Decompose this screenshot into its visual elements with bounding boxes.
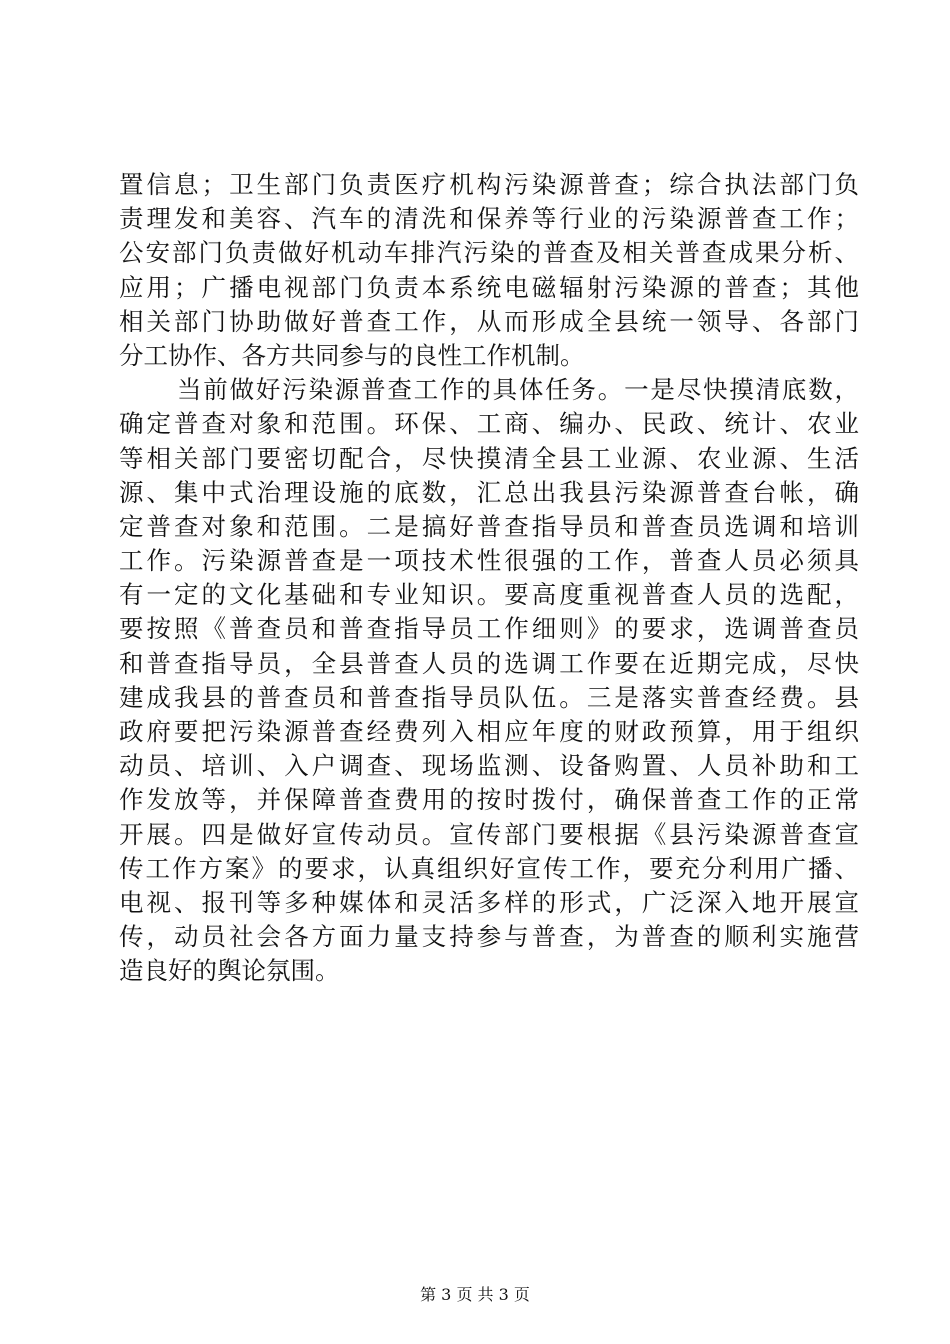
- text-line: 和普查指导员，全县普查人员的选调工作要在近期完成，尽快: [119, 648, 859, 678]
- text-line: 动员、培训、入户调查、现场监测、设备购置、人员补助和工: [119, 751, 859, 781]
- text-line: 要按照《普查员和普查指导员工作细则》的要求，选调普查员: [119, 614, 859, 644]
- text-line: 当前做好污染源普查工作的具体任务。一是尽快摸清底数，: [177, 375, 859, 405]
- text-line: 相关部门协助做好普查工作，从而形成全县统一领导、各部门: [119, 306, 859, 336]
- text-line: 分工协作、各方共同参与的良性工作机制。: [119, 340, 585, 370]
- text-line: 传工作方案》的要求，认真组织好宣传工作，要充分利用广播、: [119, 853, 859, 883]
- paragraph-1: [119, 168, 859, 373]
- text-line: 电视、报刊等多种媒体和灵活多样的形式，广泛深入地开展宣: [119, 887, 859, 917]
- text-line: 责理发和美容、汽车的清洗和保养等行业的污染源普查工作；: [119, 204, 859, 234]
- text-line: 定普查对象和范围。二是搞好普查指导员和普查员选调和培训: [119, 511, 859, 541]
- text-line: 有一定的文化基础和专业知识。要高度重视普查人员的选配，: [119, 580, 859, 610]
- text-line: 源、集中式治理设施的底数，汇总出我县污染源普查台帐，确: [119, 477, 859, 507]
- text-line: 应用；广播电视部门负责本系统电磁辐射污染源的普查；其他: [119, 272, 859, 302]
- text-line: 传，动员社会各方面力量支持参与普查，为普查的顺利实施营: [119, 922, 859, 952]
- text-line: 确定普查对象和范围。环保、工商、编办、民政、统计、农业: [119, 409, 859, 439]
- body-text: [119, 168, 859, 989]
- text-line: 作发放等，并保障普查费用的按时拨付，确保普查工作的正常: [119, 785, 859, 815]
- page-number-footer: 第 3 页 共 3 页: [420, 1285, 530, 1304]
- text-line: 置信息；卫生部门负责医疗机构污染源普查；综合执法部门负: [119, 170, 859, 199]
- text-line: 政府要把污染源普查经费列入相应年度的财政预算，用于组织: [119, 717, 859, 746]
- text-line: 工作。污染源普查是一项技术性很强的工作，普查人员必须具: [119, 546, 859, 576]
- text-line: 公安部门负责做好机动车排汽污染的普查及相关普查成果分析、: [119, 238, 859, 268]
- text-line: 开展。四是做好宣传动员。宣传部门要根据《县污染源普查宣: [119, 819, 859, 849]
- text-line: 建成我县的普查员和普查指导员队伍。三是落实普查经费。县: [119, 682, 859, 712]
- text-line: 造良好的舆论氛围。: [119, 956, 340, 986]
- paragraph-2: [119, 373, 859, 988]
- text-line: 等相关部门要密切配合，尽快摸清全县工业源、农业源、生活: [119, 443, 859, 473]
